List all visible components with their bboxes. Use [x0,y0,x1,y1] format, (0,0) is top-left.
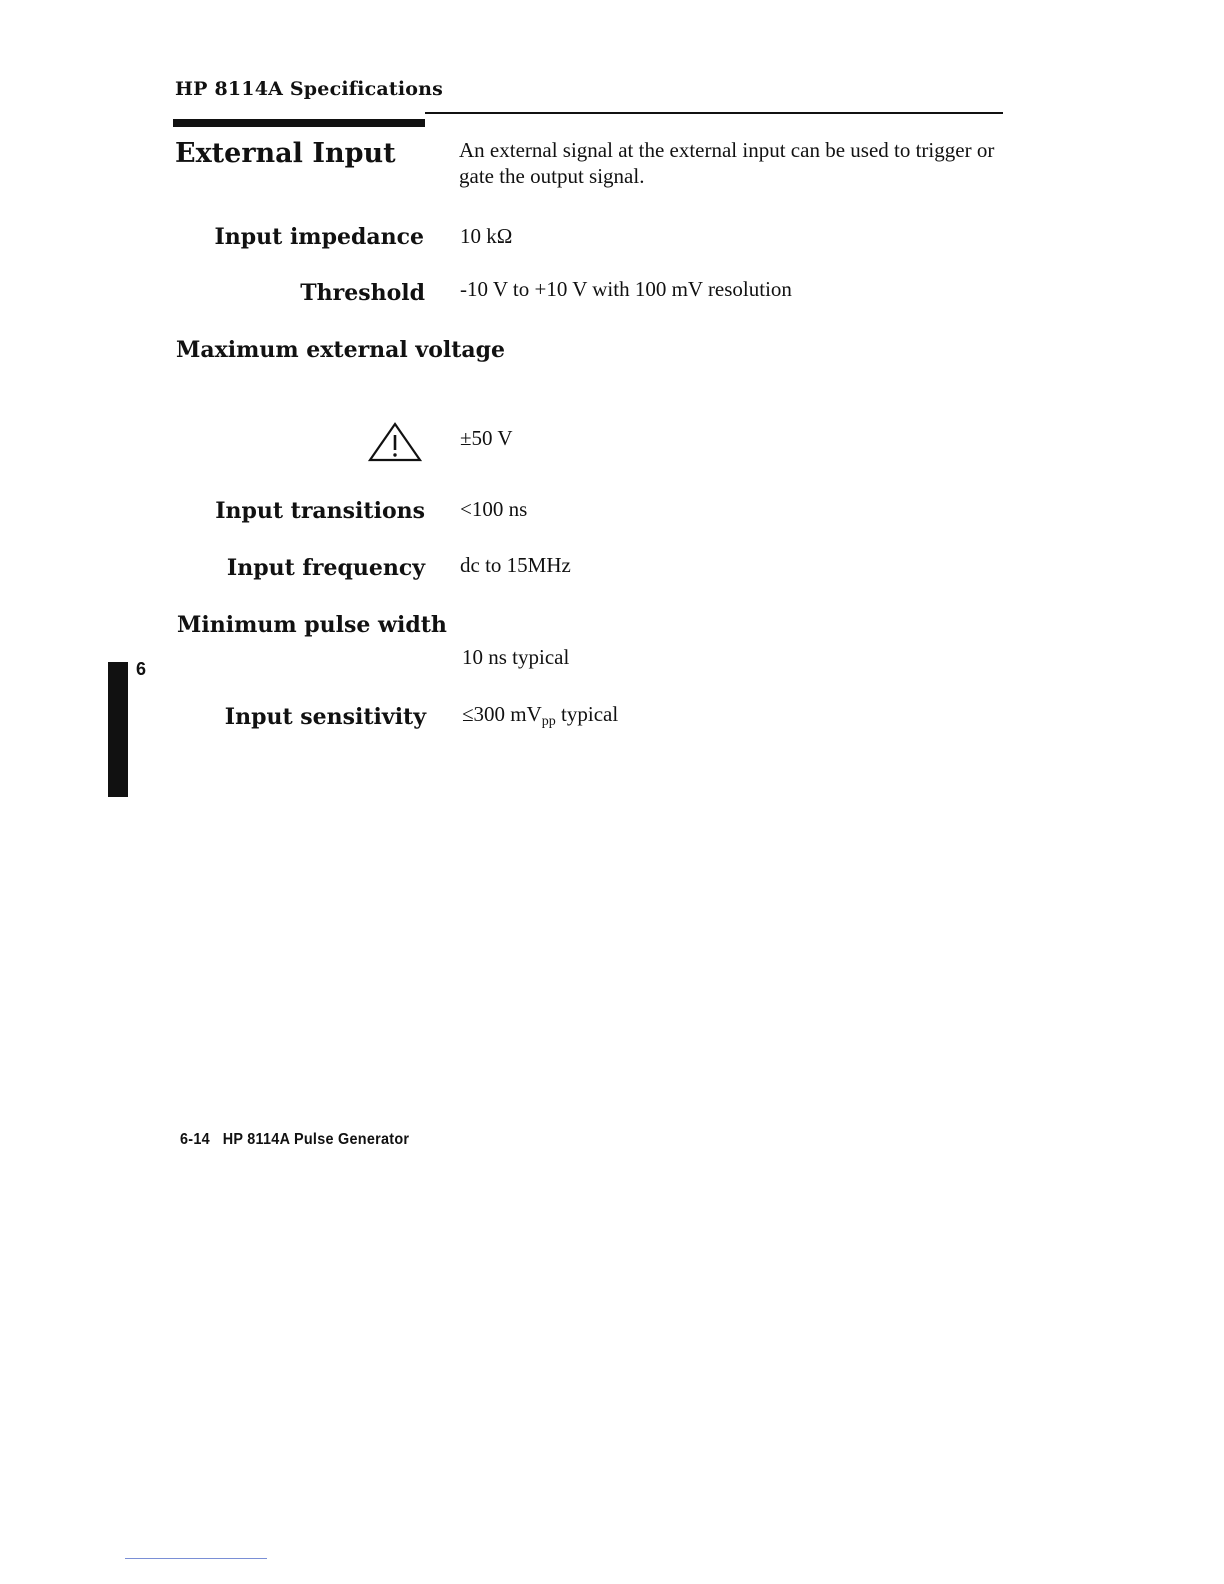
section-intro: An external signal at the external input can be used to trigger or gate the output signal. [459,138,995,188]
input-sensitivity-label: Input sensitivity [224,704,426,730]
section-title: External Input [175,138,396,169]
input-impedance-label: Input impedance [214,224,424,250]
input-sensitivity-value [462,702,618,730]
threshold-value: -10 V to +10 V with 100 mV resolution [460,277,792,301]
max-external-voltage-value: ±50 V [460,426,513,450]
chapter-tab-number: 6 [136,659,147,679]
running-head: HP 8114A Specifications [175,78,444,100]
input-frequency-label: Input frequency [226,555,425,581]
input-transitions-value: <100 ns [460,497,528,521]
header-rule-thick [173,119,425,127]
chapter-tab-bar [108,684,128,797]
input-transitions-label: Input transitions [215,498,425,524]
input-impedance-value: 10 kΩ [460,224,513,248]
input-sensitivity-value-subscript: pp [541,714,556,729]
chapter-tab-marker [108,662,128,684]
threshold-label: Threshold [300,280,425,306]
page-footer: 6-14 HP 8114A Pulse Generator [180,1131,410,1148]
min-pulse-width-value: 10 ns typical [462,645,570,669]
max-external-voltage-label: Maximum external voltage [176,337,506,363]
bottom-divider [125,1558,267,1559]
input-sensitivity-value-suffix: typical [555,702,619,726]
input-sensitivity-value-prefix: ≤300 mV [462,702,542,726]
warning-triangle-icon [368,422,422,462]
header-rule-thin [425,112,1003,114]
min-pulse-width-label: Minimum pulse width [177,612,447,638]
input-frequency-value: dc to 15MHz [460,553,571,577]
